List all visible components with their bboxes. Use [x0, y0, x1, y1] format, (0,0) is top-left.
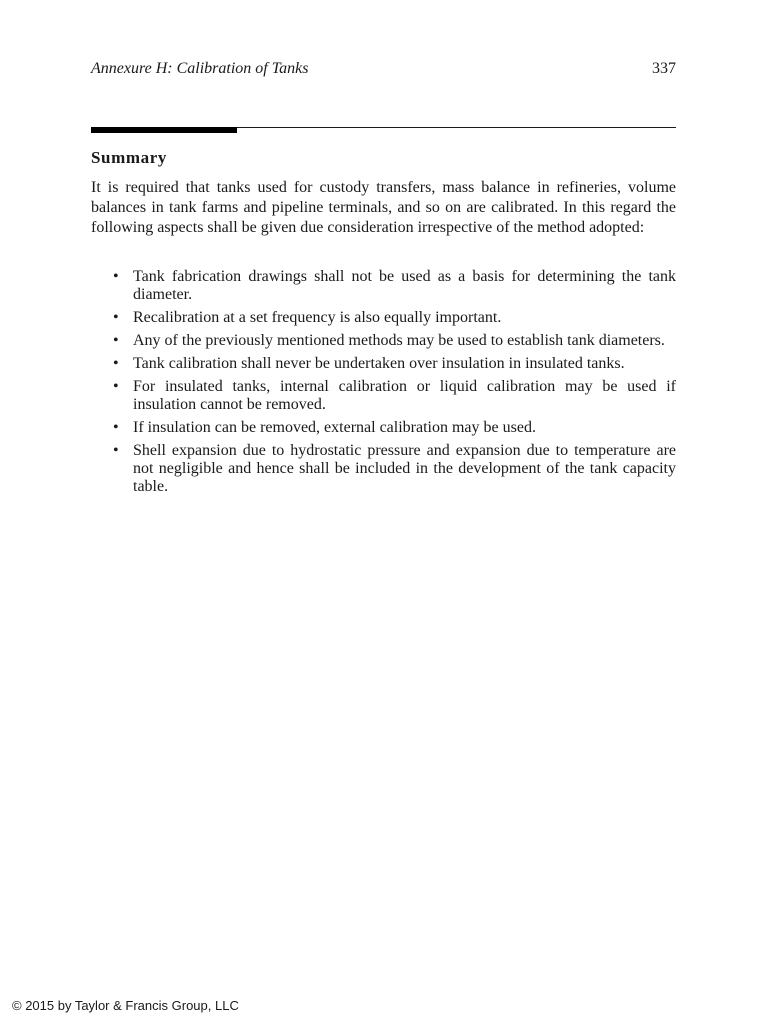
list-item-text: If insulation can be removed, external calibration may be used.: [133, 419, 536, 436]
intro-paragraph: It is required that tanks used for custody transfers, mass balance in refineries, volume balances in tank farms and pipeline terminals, and so on are calibrated. In this regard the following aspects shall be given due consideration irrespective of the method adopted:: [91, 179, 676, 236]
list-item: [91, 309, 676, 327]
bullet-list: [91, 268, 676, 501]
list-item: [91, 378, 676, 414]
section-rule: [91, 127, 676, 134]
page-number: 337: [652, 60, 676, 77]
section-heading: Summary: [91, 148, 167, 167]
list-item: [91, 268, 676, 304]
list-item-text: Tank fabrication drawings shall not be used as a basis for determining the tank diameter.: [133, 268, 676, 303]
bullet-icon: •: [113, 332, 119, 349]
bullet-icon: •: [113, 268, 119, 285]
list-item: [91, 355, 676, 373]
copyright-footer: © 2015 by Taylor & Francis Group, LLC: [12, 998, 239, 1013]
list-item-text: Shell expansion due to hydrostatic pressure and expansion due to temperature are not negligible and hence shall be included in the development of the tank capacity table.: [133, 442, 676, 495]
running-title: Annexure H: Calibration of Tanks: [91, 60, 309, 77]
list-item-text: Tank calibration shall never be undertaken over insulation in insulated tanks.: [133, 355, 625, 372]
section-rule-thick: [91, 127, 237, 133]
list-item-text: Recalibration at a set frequency is also equally important.: [133, 309, 502, 326]
list-item: [91, 332, 676, 350]
running-head: [91, 60, 676, 82]
bullet-icon: •: [113, 309, 119, 326]
list-item: [91, 442, 676, 496]
list-item-text: For insulated tanks, internal calibration or liquid calibration may be used if insulation cannot be removed.: [133, 378, 676, 413]
list-item-text: Any of the previously mentioned methods may be used to establish tank diameters.: [133, 332, 665, 349]
bullet-icon: •: [113, 442, 119, 459]
bullet-icon: •: [113, 355, 119, 372]
bullet-icon: •: [113, 419, 119, 436]
list-item: [91, 419, 676, 437]
bullet-icon: •: [113, 378, 119, 395]
